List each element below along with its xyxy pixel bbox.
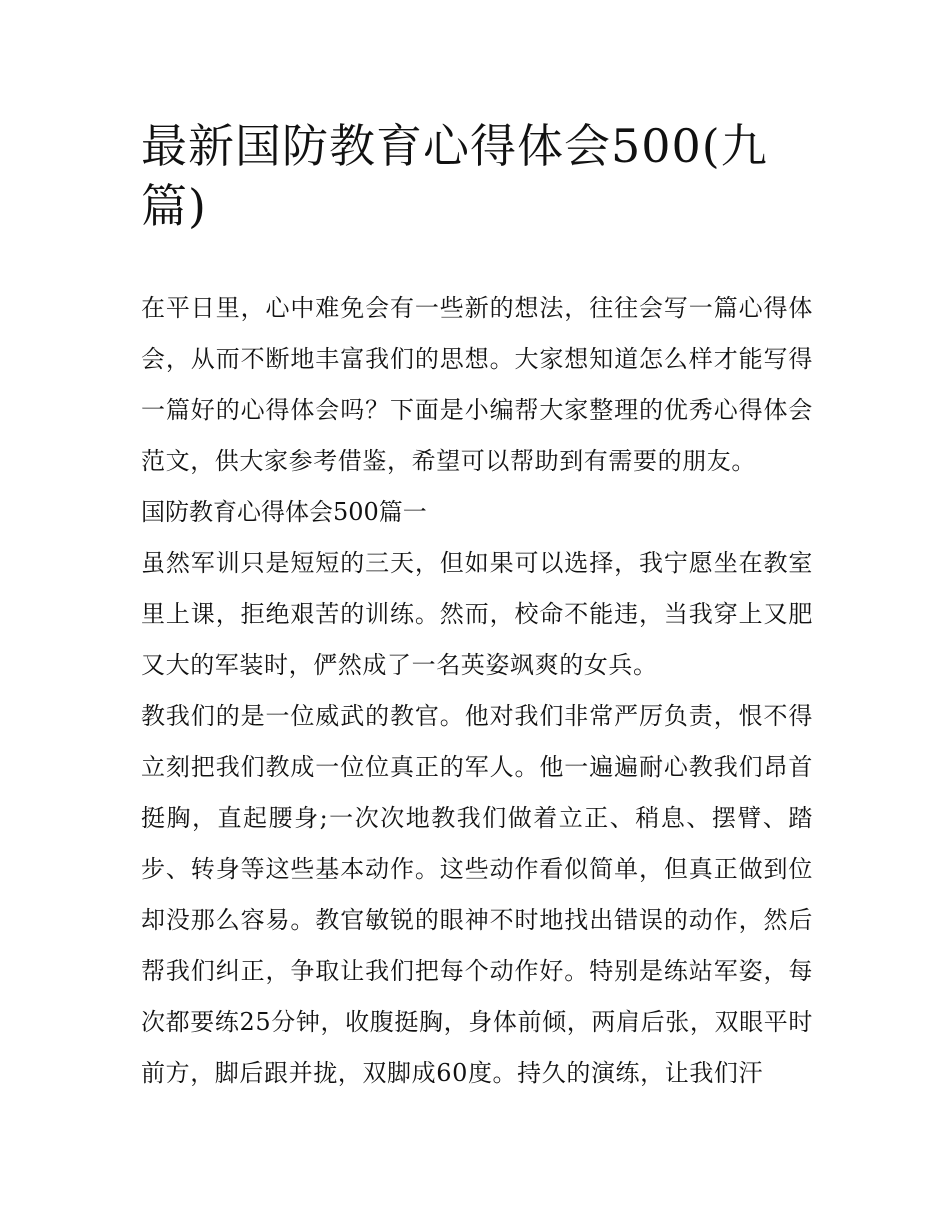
document-body xyxy=(141,283,813,1099)
intro-paragraph: 在平日里，心中难免会有一些新的想法，往往会写一篇心得体会，从而不断地丰富我们的思想。大家想知道怎么样才能写得一篇好的心得体会吗？下面是小编帮大家整理的优秀心得体会范文，供大家参考借鉴，希望可以帮助到有需要的朋友。 xyxy=(141,294,813,475)
document-title: 最新国防教育心得体会500(九篇) xyxy=(141,119,768,233)
body-paragraph: 教我们的是一位威武的教官。他对我们非常严厉负责，恨不得立刻把我们教成一位位真正的军人。他一遍遍耐心教我们昂首挺胸，直起腰身;一次次地教我们做着立正、稍息、摆臂、踏步、转身等这些基本动作。这些动作看似简单，但真正做到位却没那么容易。教官敏锐的眼神不时地找出错误的动作，然后帮我们纠正，争取让我们把每个动作好。特别是练站军姿，每次都要练25分钟，收腹挺胸，身体前倾，两肩后张，双眼平时前方，脚后跟并拢，双脚成60度。持久的演练，让我们汗 xyxy=(141,702,813,1087)
section-heading: 国防教育心得体会500篇一 xyxy=(141,498,427,526)
body-paragraph: 虽然军训只是短短的三天，但如果可以选择，我宁愿坐在教室里上课，拒绝艰苦的训练。然而，校命不能违，当我穿上又肥又大的军装时，俨然成了一名英姿飒爽的女兵。 xyxy=(141,549,813,679)
